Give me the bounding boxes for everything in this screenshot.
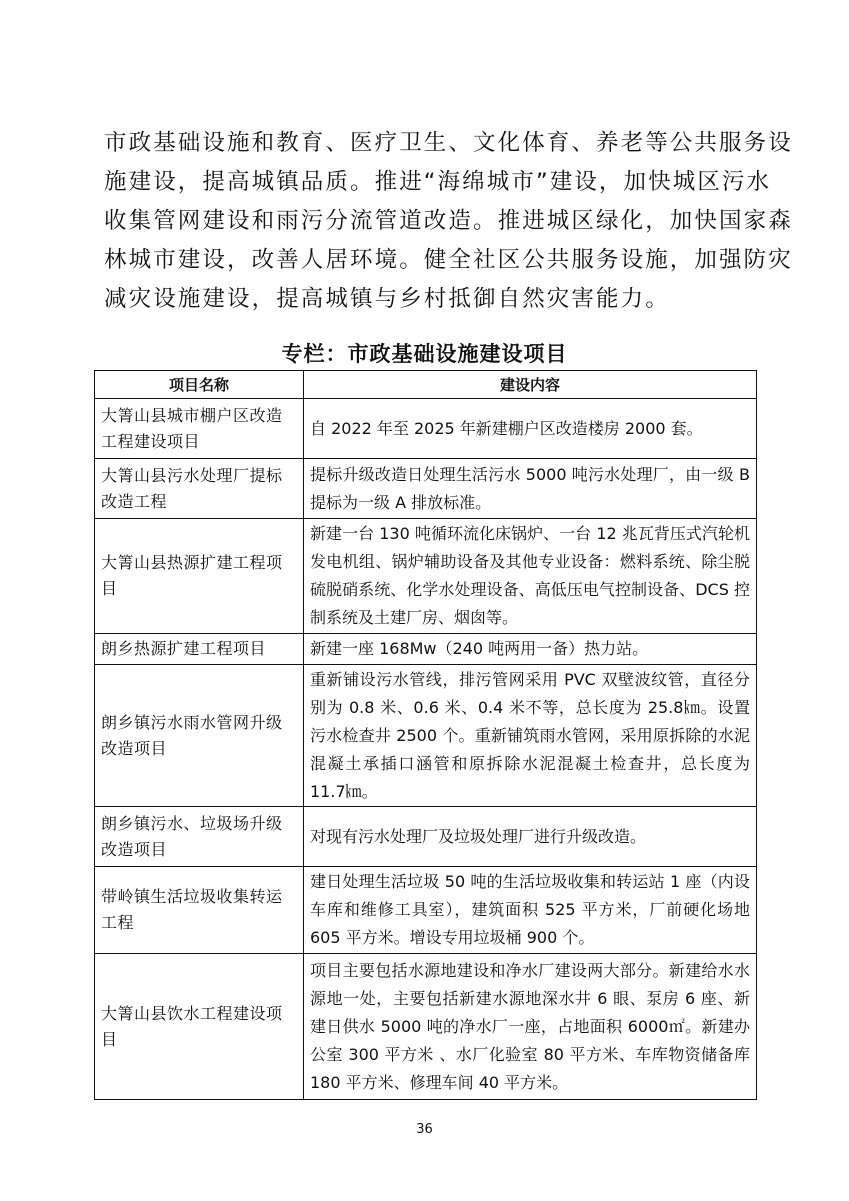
table-row bbox=[95, 954, 757, 1100]
table-row bbox=[95, 459, 757, 519]
project-name-cell: 朗乡镇污水雨水管网升级改造项目 bbox=[95, 665, 304, 807]
projects-table bbox=[94, 370, 757, 1100]
header-project-name: 项目名称 bbox=[95, 371, 304, 399]
table-header-row bbox=[95, 371, 757, 399]
project-content-cell: 重新铺设污水管线，排污管网采用 PVC 双壁波纹管，直径分别为 0.8 米、0.6 米、0.4 米不等，总长度为 25.8㎞。设置污水检查井 2500 个。重新铺筑雨水管网，采用原拆除的水泥混凝土承插口涵管和原拆除水泥混凝土检查井，总长度为 11.7㎞。 bbox=[304, 665, 757, 807]
paragraph-line: 减灾设施建设，提高城镇与乡村抵御自然灾害能力。 bbox=[104, 286, 670, 312]
project-name-cell: 朗乡热源扩建工程项目 bbox=[95, 634, 304, 665]
project-name-cell: 大箐山县污水处理厂提标改造工程 bbox=[95, 459, 304, 519]
project-content-cell: 自 2022 年至 2025 年新建棚户区改造楼房 2000 套。 bbox=[304, 399, 757, 459]
project-content-cell: 新建一台 130 吨循环流化床锅炉、一台 12 兆瓦背压式汽轮机发电机组、锅炉辅助设备及其他专业设备：燃料系统、除尘脱硫脱硝系统、化学水处理设备、高低压电气控制设备、DCS 控制系统及土建厂房、烟囱等。 bbox=[304, 519, 757, 634]
table-caption: 专栏：市政基础设施建设项目 bbox=[281, 342, 568, 366]
table-row bbox=[95, 807, 757, 867]
project-name-cell: 带岭镇生活垃圾收集转运工程 bbox=[95, 867, 304, 954]
paragraph-line: 林城市建设，改善人居环境。健全社区公共服务设施，加强防灾 bbox=[104, 247, 793, 273]
project-content-cell: 建日处理生活垃圾 50 吨的生活垃圾收集和转运站 1 座（内设车库和维修工具室），建筑面积 525 平方米，厂前硬化场地 605 平方米。增设专用垃圾桶 900 个。 bbox=[304, 867, 757, 954]
table-row bbox=[95, 867, 757, 954]
table-row bbox=[95, 634, 757, 665]
project-name-cell: 大箐山县饮水工程建设项目 bbox=[95, 954, 304, 1100]
page-number: 36 bbox=[416, 1122, 433, 1137]
body-paragraph bbox=[104, 124, 793, 319]
project-content-cell: 提标升级改造日处理生活污水 5000 吨污水处理厂，由一级 B 提标为一级 A 排放标准。 bbox=[304, 459, 757, 519]
table-row bbox=[95, 665, 757, 807]
project-content-cell: 新建一座 168Mw（240 吨两用一备）热力站。 bbox=[304, 634, 757, 665]
paragraph-line: 收集管网建设和雨污分流管道改造。推进城区绿化，加快国家森 bbox=[104, 208, 793, 234]
header-construction-content: 建设内容 bbox=[304, 371, 757, 399]
paragraph-line: 市政基础设施和教育、医疗卫生、文化体育、养老等公共服务设 bbox=[104, 130, 793, 156]
paragraph-line: 施建设，提高城镇品质。推进“海绵城市”建设，加快城区污水 bbox=[104, 169, 772, 195]
table-row bbox=[95, 519, 757, 634]
project-name-cell: 大箐山县城市棚户区改造工程建设项目 bbox=[95, 399, 304, 459]
table-row bbox=[95, 399, 757, 459]
project-content-cell: 对现有污水处理厂及垃圾处理厂进行升级改造。 bbox=[304, 807, 757, 867]
project-name-cell: 大箐山县热源扩建工程项目 bbox=[95, 519, 304, 634]
project-content-cell: 项目主要包括水源地建设和净水厂建设两大部分。新建给水水源地一处，主要包括新建水源地深水井 6 眼、泵房 6 座、新建日供水 5000 吨的净水厂一座，占地面积 6000㎡。新建办公室 300 平方米 、水厂化验室 80 平方米、车库物资储备库 180 平方米、修理车间 40 平方米。 bbox=[304, 954, 757, 1100]
project-name-cell: 朗乡镇污水、垃圾场升级改造项目 bbox=[95, 807, 304, 867]
